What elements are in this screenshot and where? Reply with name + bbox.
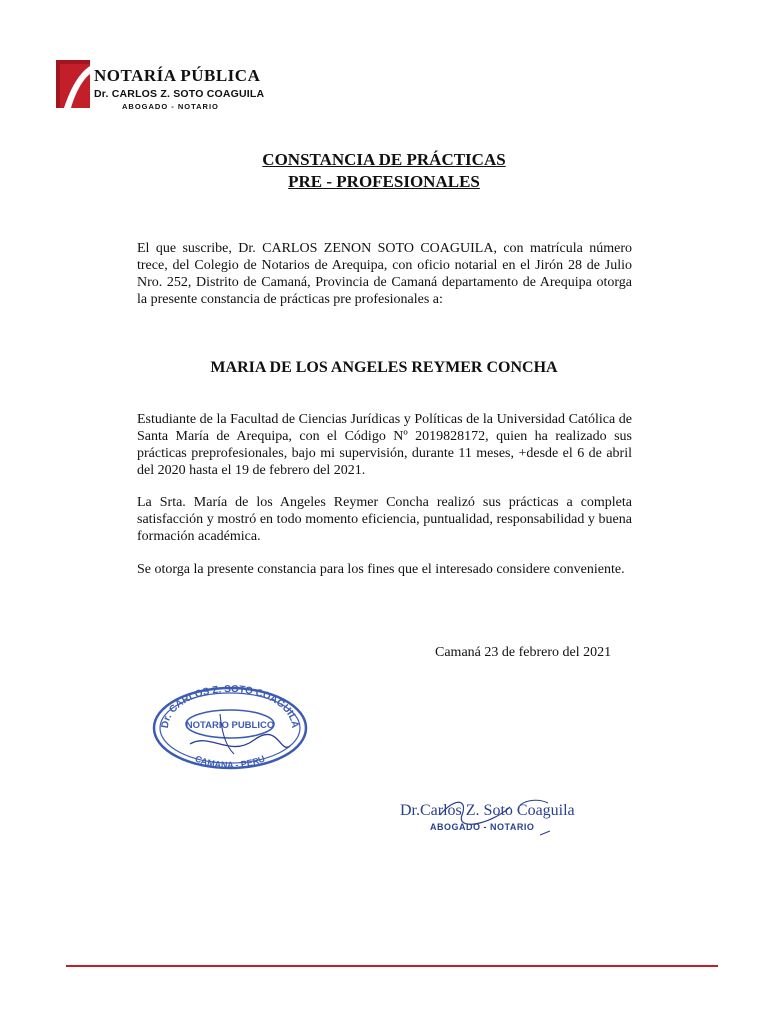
stamp-bottom-text: CAMANA - PERU	[193, 753, 267, 771]
letterhead-logo	[56, 60, 266, 116]
body-paragraph-3: Se otorga la presente constancia para los fines que el interesado considere conveniente.	[137, 562, 625, 577]
body-paragraph-2: La Srta. María de los Angeles Reymer Concha realizó sus prácticas a completa satisfacción y mostró en todo momento eficiencia, puntualidad, responsabilidad y buena formación académica.	[137, 495, 632, 544]
svg-text:CAMANA - PERU	[194, 754, 267, 770]
stamp-center-text: NOTARIO PUBLICO	[185, 720, 275, 731]
signature-name: Dr.Carlos Z. Soto Coaguila	[400, 802, 575, 819]
letterhead-role: ABOGADO - NOTARIO	[122, 102, 219, 111]
body-paragraph-1: Estudiante de la Facultad de Ciencias Jurídicas y Políticas de la Universidad Católica de Santa María de Arequipa, con el Código Nº 2019828172, quien ha realizado sus prácticas preprofesionales, bajo mi supervisión, durante 11 meses, +desde el 6 de abril del 2020 hasta el 19 de febrero del 2021.	[137, 412, 632, 478]
signature-role: ABOGADO - NOTARIO	[430, 822, 535, 832]
intro-paragraph: El que suscribe, Dr. CARLOS ZENON SOTO COAGUILA, con matrícula número trece, del Colegio de Notarios de Arequipa, con oficio notarial en el Jirón 28 de Julio Nro. 252, Distrito de Camaná, Provincia de Camaná departamento de Arequipa otorga la presente constancia de prácticas pre profesionales a:	[137, 241, 632, 307]
notary-stamp	[150, 684, 310, 772]
document-title-line1: CONSTANCIA DE PRÁCTICAS	[262, 150, 506, 169]
notary-logo-icon	[56, 60, 96, 116]
letterhead-subtitle: Dr. CARLOS Z. SOTO COAGUILA	[94, 88, 265, 100]
student-name: MARIA DE LOS ANGELES REYMER CONCHA	[210, 359, 558, 376]
document-title-line2: PRE - PROFESIONALES	[288, 172, 480, 191]
footer-divider	[66, 965, 718, 967]
letterhead-title: NOTARÍA PÚBLICA	[94, 66, 261, 85]
place-date: Camaná 23 de febrero del 2021	[435, 645, 612, 660]
signature-block	[400, 795, 600, 845]
stamp-outer-text: Dr. CARLOS Z. SOTO COAGUILA	[159, 684, 301, 729]
